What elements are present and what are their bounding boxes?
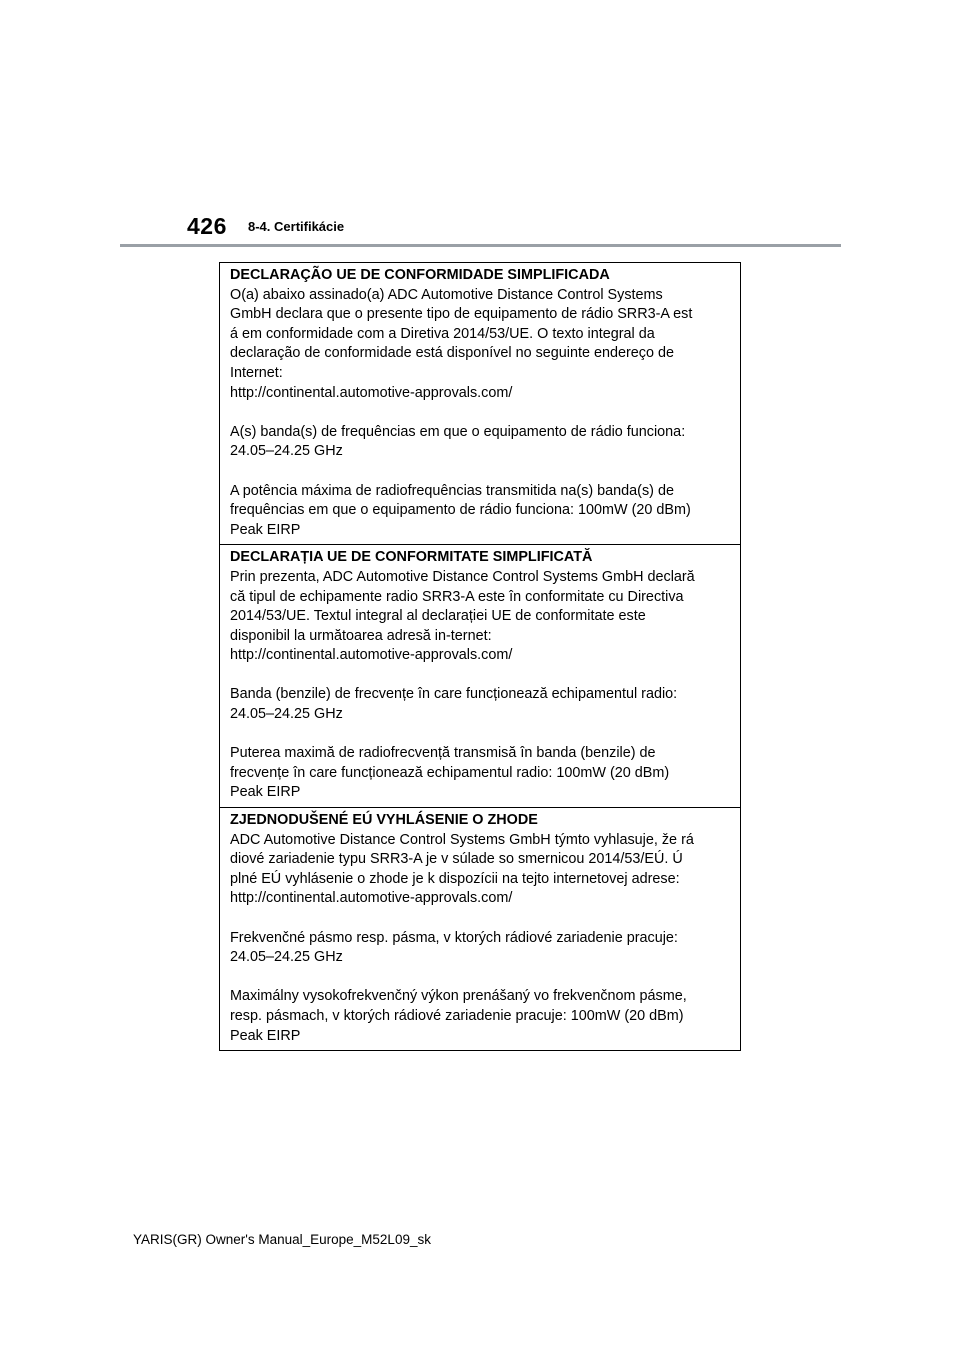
text-line: frecvențe în care funcționează echipamentul radio: 100mW (20 dBm) [230,764,670,781]
text-line: 24.05–24.25 GHz [230,443,343,460]
declaration-intro [230,831,730,909]
text-line: A(s) banda(s) de frequências em que o equipamento de rádio funciona: [230,423,686,440]
text-line: plné EÚ vyhlásenie o zhode je k dispozícii na tejto internetovej adrese: [230,870,680,887]
text-line: Prin prezenta, ADC Automotive Distance Control Systems GmbH declară [230,568,695,585]
section-title: 8-4. Certifikácie [248,219,345,234]
frequency-band [230,685,730,724]
max-power [230,482,730,541]
text-line: 24.05–24.25 GHz [230,706,343,723]
text-line: á em conformidade com a Diretiva 2014/53/UE. O texto integral da [230,325,655,342]
declaration-url: http://continental.automotive-approvals.com/ [230,647,513,664]
text-line: Peak EIRP [230,1027,301,1044]
max-power [230,987,730,1046]
declarations-table [219,262,741,1051]
text-line: că tipul de echipamente radio SRR3-A este în conformitate cu Directiva [230,588,684,605]
text-line: Internet: [230,364,283,381]
text-line: Maximálny vysokofrekvenčný výkon prenášaný vo frekvenčnom pásme, [230,988,687,1005]
text-line: Banda (benzile) de frecvențe în care funcționează echipamentul radio: [230,686,678,703]
text-line: Frekvenčné pásmo resp. pásma, v ktorých rádiové zariadenie pracuje: [230,929,678,946]
declaration-intro [230,568,730,666]
declaration-title: ZJEDNODUŠENÉ EÚ VYHLÁSENIE O ZHODE [230,812,538,829]
declaration-block-sk [220,807,740,1050]
declaration-block-pt [220,263,740,544]
text-line: declaração de conformidade está disponível no seguinte endereço de [230,345,675,362]
page-number: 426 [187,213,227,239]
declaration-title: DECLARAÇÃO UE DE CONFORMIDADE SIMPLIFICADA [230,267,610,283]
text-line: 24.05–24.25 GHz [230,949,343,966]
header-divider [120,244,841,247]
text-line: A potência máxima de radiofrequências transmitida na(s) banda(s) de [230,482,674,499]
max-power [230,744,730,803]
footer-manual-id: YARIS(GR) Owner's Manual_Europe_M52L09_sk [133,1232,431,1247]
frequency-band [230,929,730,968]
declaration-url: http://continental.automotive-approvals.com/ [230,890,513,907]
text-line: diové zariadenie typu SRR3-A je v súlade so smernicou 2014/53/EÚ. Ú [230,851,683,868]
declaration-title: DECLARAȚIA UE DE CONFORMITATE SIMPLIFICATĂ [230,549,593,566]
text-line: Peak EIRP [230,784,301,801]
frequency-band [230,423,730,462]
text-line: Peak EIRP [230,521,301,538]
declaration-block-ro [220,544,740,807]
text-line: O(a) abaixo assinado(a) ADC Automotive Distance Control Systems [230,286,663,303]
text-line: ADC Automotive Distance Control Systems GmbH týmto vyhlasuje, že rá [230,831,694,848]
text-line: 2014/53/UE. Textul integral al declarației UE de conformitate este [230,608,646,625]
declaration-url: http://continental.automotive-approvals.com/ [230,384,513,401]
text-line: resp. pásmach, v ktorých rádiové zariadenie pracuje: 100mW (20 dBm) [230,1007,684,1024]
declaration-intro [230,286,730,404]
text-line: GmbH declara que o presente tipo de equipamento de rádio SRR3-A est [230,306,693,323]
text-line: frequências em que o equipamento de rádio funciona: 100mW (20 dBm) [230,502,691,519]
text-line: Puterea maximă de radiofrecvență transmisă în banda (benzile) de [230,745,656,762]
text-line: disponibil la următoarea adresă in-ternet: [230,627,492,644]
